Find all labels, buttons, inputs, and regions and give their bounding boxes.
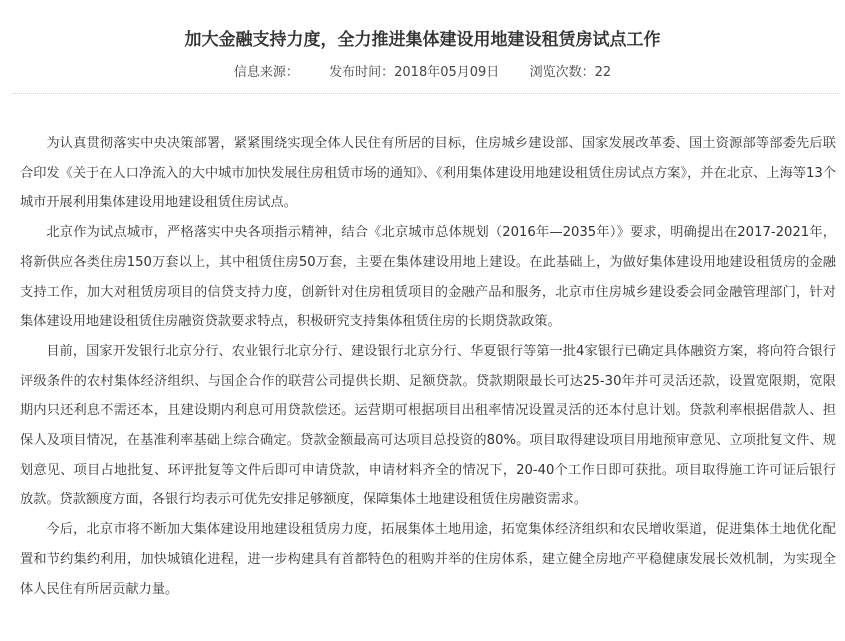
publish-time-value: 2018年05月09日 [394, 65, 500, 80]
paragraph-3: 目前，国家开发银行北京分行、农业银行北京分行、建设银行北京分行、华夏银行等第一批4家银行已确定具体融资方案，将向符合银行评级条件的农村集体经济组织、与国企合作的联营公司提供长期、足额贷款。贷款期限最长可达25-30年并可灵活还款，设置宽限期，宽限期内只还利息不需还本，且建设期内利息可用贷款偿还。运营期可根据项目出租率情况设置灵活的还本付息计划。贷款利率根据借款人、担保人及项目情况，在基准利率基础上综合确定。贷款金额最高可达项目总投资的80%。项目取得建设项目用地预审意见、立项批复文件、规划意见、项目占地批复、环评批复等文件后即可申请贷款，申请材料齐全的情况下，20-40个工作日即可获批。项目取得施工许可证后银行放款。贷款额度方面，各银行均表示可优先安排足够额度，保障集体土地建设租赁住房融资需求。 [20, 343, 836, 508]
views-label: 浏览次数： [529, 65, 595, 80]
paragraph-2: 北京作为试点城市，严格落实中央各项指示精神，结合《北京城市总体规划（2016年—2035年）》要求，明确提出在2017-2021年，将新供应各类住房150万套以上，其中租赁住房50万套，主要在集体建设用地上建设。在此基础上，为做好集体建设用地建设租赁房的金融支持工作，加大对租赁房项目的信贷支持力度，创新针对住房租赁项目的金融产品和服务，北京市住房城乡建设委会同金融管理部门，针对集体建设用地建设租赁住房融资贷款要求特点，积极研究支持集体租赁住房的长期贷款政策。 [20, 225, 836, 330]
meta-separator [12, 93, 840, 94]
views-value: 22 [594, 65, 612, 80]
source-label: 信息来源： [233, 65, 299, 80]
article-meta [0, 63, 845, 83]
article-title: 加大金融支持力度，全力推进集体建设用地建设租赁房试点工作 [184, 30, 661, 50]
paragraph-1: 为认真贯彻落实中央决策部署，紧紧围绕实现全体人民住有所居的目标，住房城乡建设部、国家发展改革委、国土资源部等部委先后联合印发《关于在人口净流入的大中城市加快发展住房租赁市场的通知》、《利用集体建设用地建设租赁住房试点方案》，并在北京、上海等13个城市开展利用集体建设用地建设租赁住房试点。 [20, 136, 836, 211]
publish-time-label: 发布时间： [329, 65, 395, 80]
paragraph-4: 今后，北京市将不断加大集体建设用地建设租赁房力度，拓展集体土地用途，拓宽集体经济组织和农民增收渠道，促进集体土地优化配置和节约集约利用，加快城镇化进程，进一步构建具有首都特色的租购并举的住房体系，建立健全房地产平稳健康发展长效机制，为实现全体人民住有所居贡献力量。 [20, 522, 836, 597]
article-body [20, 129, 836, 604]
